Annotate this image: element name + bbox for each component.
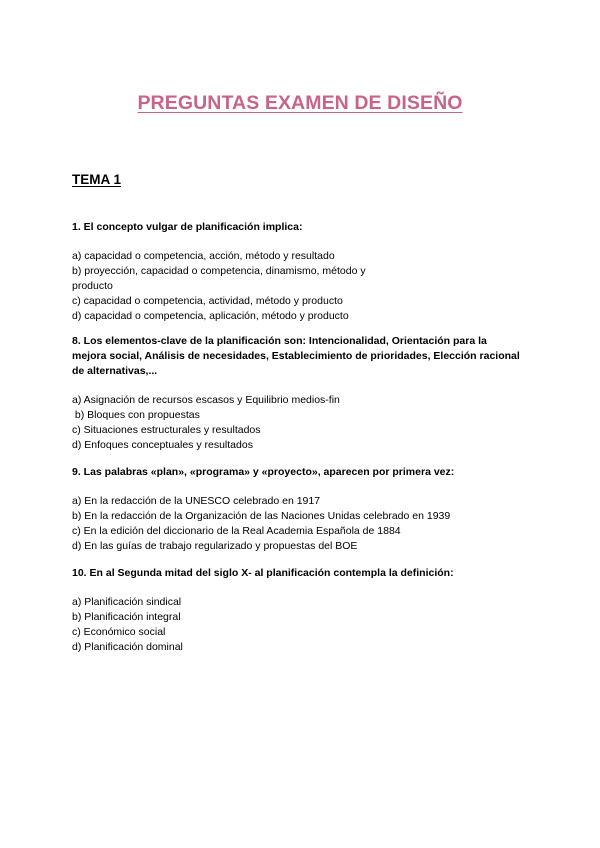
page-title: PREGUNTAS EXAMEN DE DISEÑO bbox=[137, 92, 463, 114]
question-title: 10. En al Segunda mitad del siglo X- al planificación contempla la definición: bbox=[72, 567, 454, 579]
answer-option: c) Situaciones estructurales y resultados bbox=[72, 424, 261, 436]
question-block bbox=[72, 334, 524, 453]
answer-option: a) Planificación sindical bbox=[72, 596, 182, 608]
question-block bbox=[72, 465, 524, 554]
answer-option: a) Asignación de recursos escasos y Equilibrio medios-fin bbox=[72, 394, 340, 406]
answer-list bbox=[72, 595, 524, 655]
question-title: 1. El concepto vulgar de planificación implica: bbox=[72, 221, 303, 233]
question-block bbox=[72, 566, 524, 655]
answer-option: d) En las guías de trabajo regularizado y propuestas del BOE bbox=[72, 540, 358, 552]
questions-list bbox=[72, 220, 524, 655]
answer-option: c) capacidad o competencia, actividad, método y producto bbox=[72, 295, 343, 307]
answer-option: b) Planificación integral bbox=[72, 611, 181, 623]
answer-option: b) En la redacción de la Organización de las Naciones Unidas celebrado en 1939 bbox=[72, 510, 451, 522]
answer-option: d) capacidad o competencia, aplicación, método y producto bbox=[72, 310, 349, 322]
answer-option: d) Enfoques conceptuales y resultados bbox=[72, 439, 253, 451]
question-title: 8. Los elementos-clave de la planificación son: Intencionalidad, Orientación para la mejora social, Análisis de necesidades, Establecimiento de prioridades, Elección racional de alternativas,... bbox=[72, 335, 520, 377]
answer-list bbox=[72, 494, 524, 554]
answer-list bbox=[72, 249, 524, 324]
answer-option: d) Planificación dominal bbox=[72, 641, 183, 653]
question-block bbox=[72, 220, 524, 324]
answer-option: c) En la edición del diccionario de la Real Academia Española de 1884 bbox=[72, 525, 401, 537]
answer-option: b) Bloques con propuestas bbox=[72, 409, 200, 421]
answer-option: a) capacidad o competencia, acción, método y resultado bbox=[72, 250, 335, 262]
answer-option: c) Económico social bbox=[72, 626, 166, 638]
question-title: 9. Las palabras «plan», «programa» y «proyecto», aparecen por primera vez: bbox=[72, 466, 455, 478]
answer-option: a) En la redacción de la UNESCO celebrado en 1917 bbox=[72, 495, 321, 507]
answer-list bbox=[72, 393, 524, 453]
topic-heading: TEMA 1 bbox=[72, 172, 122, 187]
answer-option: b) proyección, capacidad o competencia, dinamismo, método y producto bbox=[72, 265, 366, 292]
